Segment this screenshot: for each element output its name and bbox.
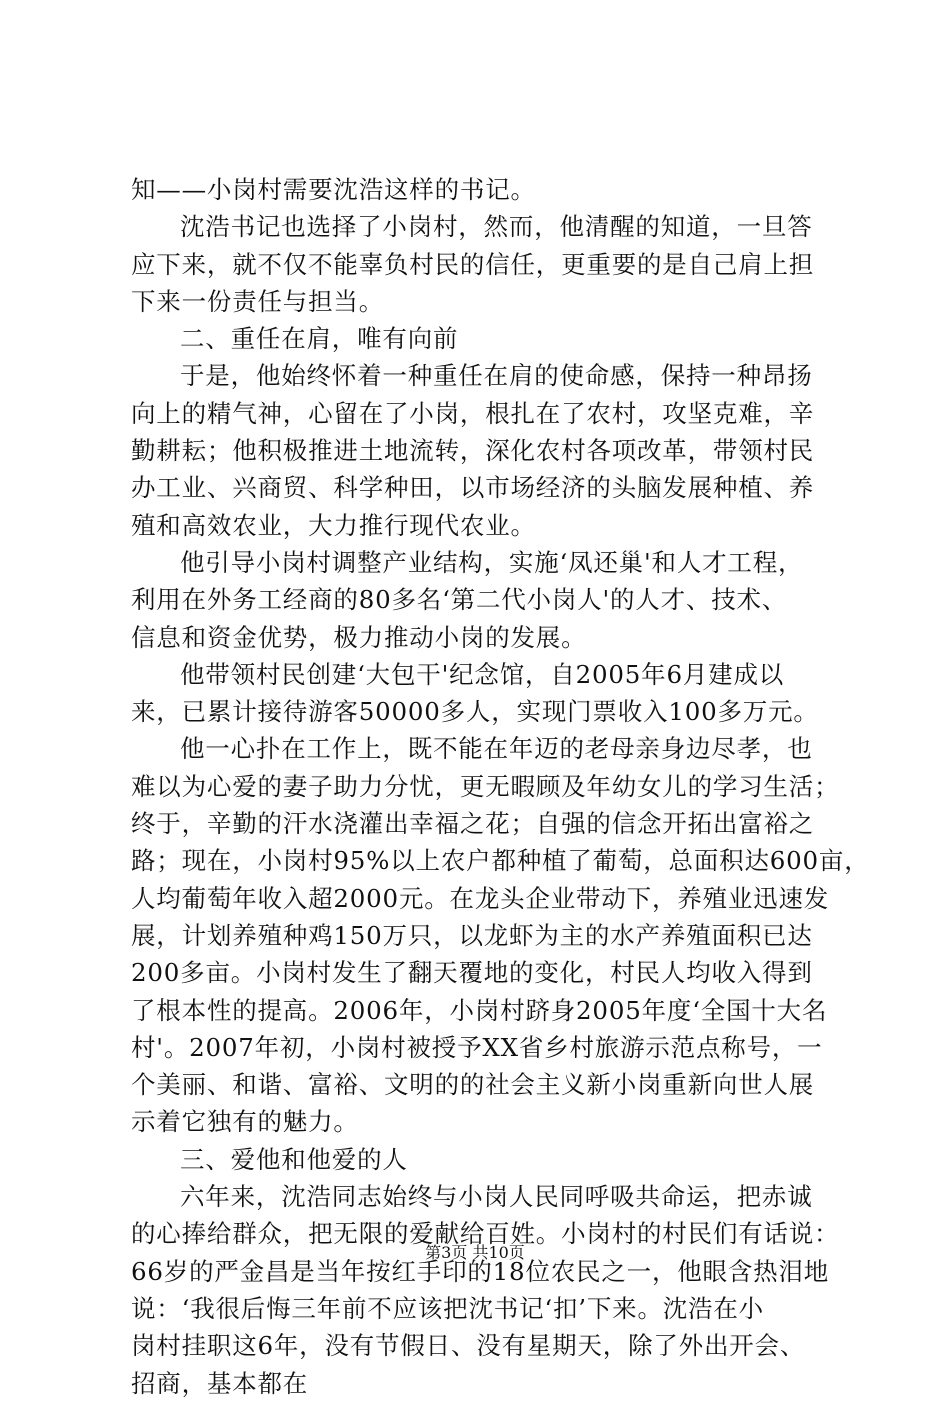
text-line: 利用在外务工经商的80多名‘第二代小岗人'的人才、技术、 bbox=[131, 585, 788, 615]
document-body bbox=[131, 171, 870, 1402]
text-line: 六年来，沈浩同志始终与小岗人民同呼吸共命运，把赤诚 bbox=[180, 1182, 813, 1212]
text-line: 二、重任在肩，唯有向前 bbox=[180, 324, 459, 354]
text-line: 来，已累计接待游客50000多人，实现门票收入100多万元。 bbox=[131, 697, 819, 727]
text-line: 信息和资金优势，极力推动小岗的发展。 bbox=[131, 622, 587, 652]
page-footer: 第3页 共10页 bbox=[425, 1243, 525, 1262]
text-line: 了根本性的提高。2006年，小岗村跻身2005年度‘全国十大名 bbox=[131, 995, 828, 1025]
text-line: 说：‘我很后悔三年前不应该把沈书记‘扣’下来。沈浩在小 bbox=[131, 1293, 764, 1323]
text-line: 向上的精气神，心留在了小岗，根扎在了农村，攻坚克难，辛 bbox=[131, 398, 815, 428]
text-line: 殖和高效农业，大力推行现代农业。 bbox=[131, 510, 536, 540]
text-line: 展，计划养殖种鸡150万只，以龙虾为主的水产养殖面积已达 bbox=[131, 920, 813, 950]
text-line: 66岁的严金昌是当年按红手印的18位农民之一，他眼含热泪地 bbox=[131, 1256, 830, 1286]
text-line: 人均葡萄年收入超2000元。在龙头企业带动下，养殖业迅速发 bbox=[131, 883, 830, 913]
text-line: 的心捧给群众，把无限的爱献给百姓。小岗村的村民们有话说： bbox=[131, 1219, 840, 1249]
text-line: 终于，辛勤的汗水浇灌出幸福之花；自强的信念开拓出富裕之 bbox=[131, 809, 815, 839]
text-line: 岗村挂职这6年，没有节假日、没有星期天，除了外出开会、 bbox=[131, 1331, 806, 1361]
text-line: 他引导小岗村调整产业结构，实施‘凤还巢'和人才工程， bbox=[180, 547, 804, 577]
text-line: 于是，他始终怀着一种重任在肩的使命感，保持一种昂扬 bbox=[180, 361, 813, 391]
text-line: 他带领村民创建‘大包干'纪念馆，自2005年6月建成以 bbox=[180, 659, 785, 689]
text-line: 路；现在，小岗村95%以上农户都种植了葡萄，总面积达600亩， bbox=[131, 846, 870, 876]
text-line: 应下来，就不仅不能辜负村民的信任，更重要的是自己肩上担 bbox=[131, 249, 815, 279]
text-line: 他一心扑在工作上，既不能在年迈的老母亲身边尽孝，也 bbox=[180, 734, 813, 764]
text-line: 三、爱他和他爱的人 bbox=[180, 1144, 408, 1174]
text-line: 沈浩书记也选择了小岗村，然而，他清醒的知道，一旦答 bbox=[180, 212, 813, 242]
text-line: 办工业、兴商贸、科学种田，以市场经济的头脑发展种植、养 bbox=[131, 473, 815, 503]
text-line: 村'。2007年初，小岗村被授予XX省乡村旅游示范点称号，一 bbox=[131, 1032, 823, 1062]
text-line: 示着它独有的魅力。 bbox=[131, 1107, 359, 1137]
text-line: 招商，基本都在 bbox=[131, 1368, 309, 1398]
text-line: 勤耕耘；他积极推进土地流转，深化农村各项改革，带领村民 bbox=[131, 436, 815, 466]
text-line: 难以为心爱的妻子助力分忧，更无暇顾及年幼女儿的学习生活； bbox=[131, 771, 840, 801]
text-line: 200多亩。小岗村发生了翻天覆地的变化，村民人均收入得到 bbox=[131, 958, 813, 988]
text-line: 下来一份责任与担当。 bbox=[131, 286, 384, 316]
text-line: 个美丽、和谐、富裕、文明的的社会主义新小岗重新向世人展 bbox=[131, 1070, 815, 1100]
text-line: 知——小岗村需要沈浩这样的书记。 bbox=[131, 175, 536, 204]
